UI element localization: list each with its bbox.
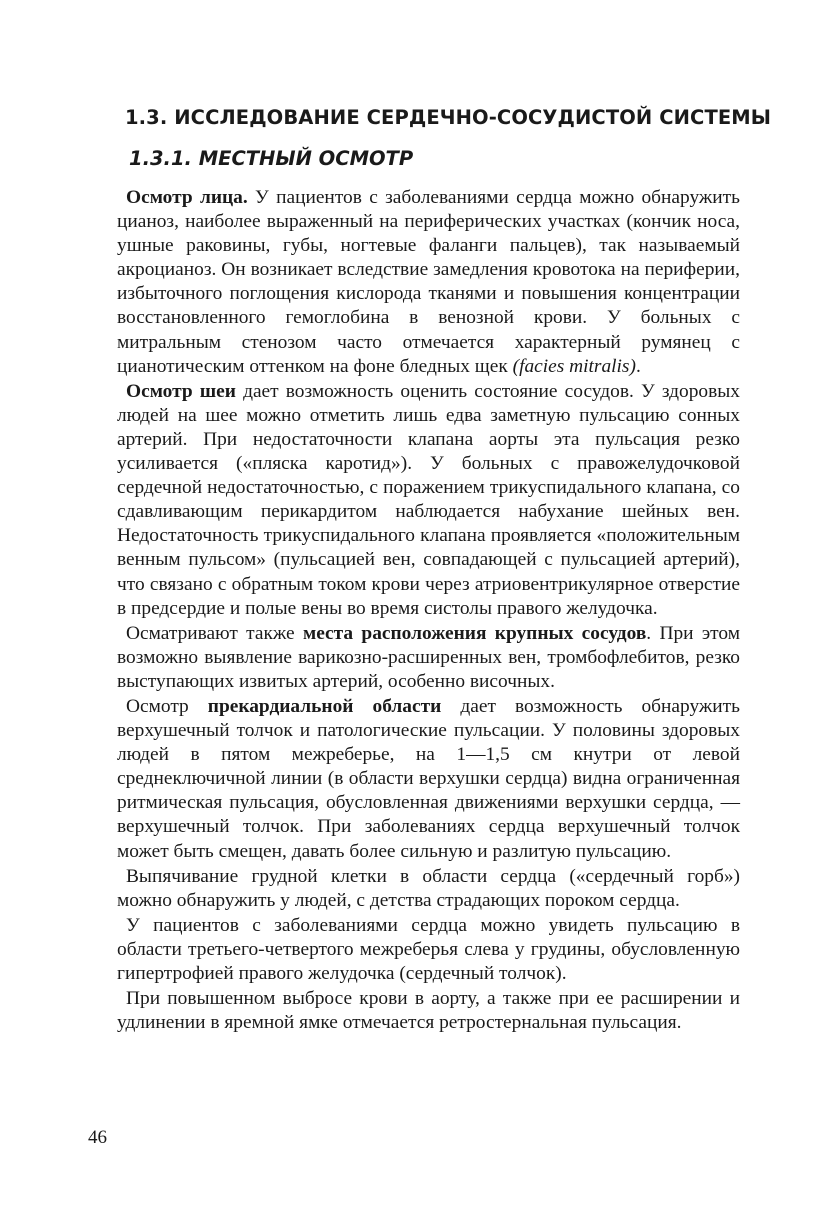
paragraph-text: У пациентов с заболеваниями сердца можно обнаружить цианоз, наиболее выраженный на периферических участках (кончик носа, ушные раковины, губы, ногтевые фаланги пальцев), так называемый акроцианоз. Он возникает вследствие замедления кровотока на периферии, избыточного поглощения кислорода тканями и повышения концентрации восстановленного гемоглобина в венозной крови. У больных с митральным стенозом часто отмечается характерный румянец с цианотическим оттенком на фоне бледных щек	[117, 187, 740, 377]
paragraph-lead: прекардиальной области	[207, 695, 442, 717]
paragraph-text: При повышенном выбросе крови в аорту, а также при ее расширении и удлинении в яремной ямке отмечается ретростернальная пульсация.	[117, 988, 740, 1034]
paragraph-cardiac-hump	[117, 865, 740, 913]
body-text	[117, 186, 740, 1035]
paragraph-precordial-region	[117, 695, 740, 864]
latin-term: (facies mitralis)	[512, 355, 636, 377]
paragraph-pre: Осматривают также	[126, 622, 303, 644]
paragraph-retrosternal-pulsation	[117, 987, 740, 1035]
section-heading: 1.3. ИССЛЕДОВАНИЕ СЕРДЕЧНО-СОСУДИСТОЙ СИСТЕМЫ	[125, 106, 772, 129]
paragraph-lead: Осмотр шеи	[126, 380, 236, 402]
paragraph-neck-examination	[117, 380, 740, 621]
subsection-heading: 1.3.1. МЕСТНЫЙ ОСМОТР	[129, 147, 414, 170]
page-number: 46	[88, 1127, 107, 1148]
paragraph-text: У пациентов с заболеваниями сердца можно увидеть пульсацию в области третьего-четвертого межреберья слева у грудины, обусловленную гипертрофией правого желудочка (сердечный толчок).	[117, 914, 740, 984]
paragraph-text: Выпячивание грудной клетки в области сердца («сердечный горб») можно обнаружить у людей, с детства страдающих пороком сердца.	[117, 865, 740, 911]
paragraph-large-vessels	[117, 622, 740, 694]
paragraph-tail: .	[635, 355, 641, 377]
paragraph-text: дает возможность оценить состояние сосудов. У здоровых людей на шее можно отметить лишь едва заметную пульсацию сонных артерий. При недостаточности клапана аорты эта пульсация резко усиливается («пляска каротид»). У больных с правожелудочковой сердечной недостаточностью, с поражением трикуспидального клапана, со сдавливающим перикардитом наблюдается набухание шейных вен. Недостаточность трикуспидального клапана проявляется «положительным венным пульсом» (пульсацией вен, совпадающей с пульсацией артерий), что связано с обратным током крови через атриовентрикулярное отверстие в предсердие и полые вены во время систолы правого желудочка.	[117, 380, 740, 619]
paragraph-text: дает возможность обнаружить верхушечный толчок и патологические пульсации. У половины здоровых людей в пятом межреберье, на 1—1,5 см кнутри от левой среднеключичной линии (в области верхушки сердца) видна ограниченная ритмическая пульсация, обусловленная движениями верхушки сердца, — верхушечный толчок. При заболеваниях сердца верхушечный толчок может быть смещен, давать более сильную и разлитую пульсацию.	[117, 695, 740, 862]
paragraph-pre: Осмотр	[126, 695, 208, 717]
paragraph-face-examination	[117, 186, 740, 379]
paragraph-text: . При этом возможно выявление варикозно-расширенных вен, тромбофлебитов, резко выступающих извитых артерий, особенно височных.	[117, 622, 740, 692]
paragraph-cardiac-impulse	[117, 914, 740, 986]
paragraph-lead: Осмотр лица.	[126, 187, 248, 208]
paragraph-lead: места расположения крупных сосудов	[302, 622, 647, 644]
